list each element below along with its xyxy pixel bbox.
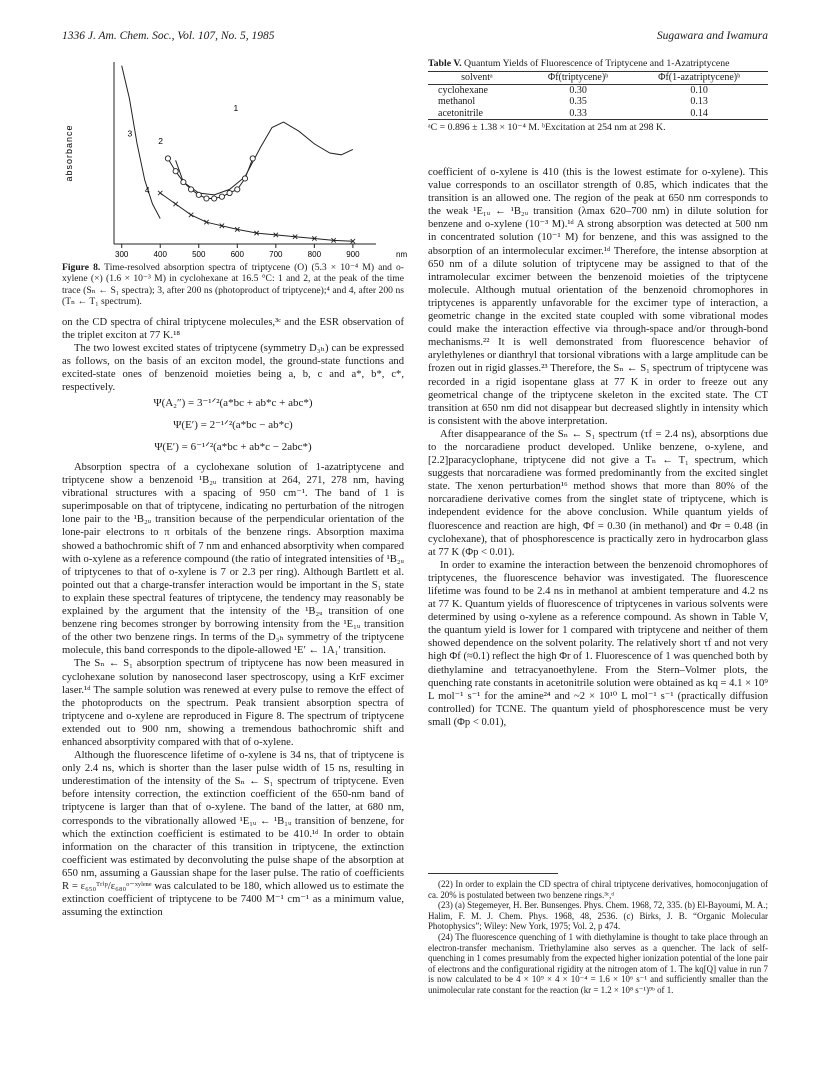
- table-cell: 0.35: [569, 96, 587, 108]
- table-v: [428, 58, 768, 134]
- table-header: Φf(triptycene)ᵇ: [526, 72, 631, 84]
- y-axis-label: absorbance: [64, 124, 74, 182]
- table-title-label: Table V.: [428, 58, 462, 69]
- data-point-circle: [188, 187, 193, 192]
- right-column: [428, 166, 768, 729]
- paragraph: Although the fluorescence lifetime of o-xylene is 34 ns, that of triptycene is only 2.4 ns, which is shorter than the laser pulse width of 15 ns, resulting in underestimation of the intensity of the Sₙ ← S₁ spectrum of triptycene. Even before intensity correction, the extinction coefficient of the 650-nm band of triptycene is larger than that of o-xylene. The band of the latter, at 680 nm, corresponds to the vibrationally allowed ¹E₁ᵤ ← ¹B₁ᵤ transition of benzene, for which the extinction coefficient is estimated to be 410.¹ᵈ In order to obtain information on the character of this transition in triptycene, the extinction coefficient was estimated by deconvoluting the pulse shape of the absorption at 650 nm, assuming a Gaussian shape for the laser pulse. The ratio of coefficients R = ε₆₅₀ᵀʳⁱᵖ/ε₆₈₀ᵒ⁻ˣʸˡᵉⁿᵉ was calculated to be 180, which allowed us to estimate the extinction coefficient of triptycene to be 7400 M⁻¹ cm⁻¹ as a minimum value, assuming the extinction: [62, 750, 404, 919]
- paragraph: Absorption spectra of a cyclohexane solution of 1-azatriptycene and triptycene show a benzenoid ¹B₂ᵤ transition at 264, 271, 278 nm, having vibrational structures with a spacing of 950 cm⁻¹. The band of 1 is superimposable on that of triptycene, indicating no perturbation of the nitrogen lone pair to the ¹B₂ᵤ transition because of the perpendicular orientation of the lone-pair electrons to π orbitals of the benzene rings. Absorption maxima showed a bathochromic shift of 7 nm and enhanced absorptivity when compared with o-xylene as a reference compound (the ratio of integrated intensities of ¹B₂ᵤ of triptycenes to that of o-xylene is 7 or 2.3 per ring). Although Bartlett et al. pointed out that a charge-transfer interaction would be important in the S₁ state to explain these spectral features of triptycene, the tendency may reasonably be explained by the argument that the intensity of the ¹B₂ᵤ transition of one benzene ring becomes stronger by borrowing intensity from the ¹E₁ᵤ transition of the other two benzene rings. In terms of the D₃ₕ symmetry of the triptycene molecule, this band corresponds to the dipole-allowed ¹E′ ← 1A₁′ transition.: [62, 462, 404, 657]
- curve-label: 2: [158, 135, 164, 146]
- table-row: [428, 96, 768, 108]
- table-cell: acetonitrile: [428, 108, 526, 120]
- paragraph: coefficient of o-xylene is 410 (this is the lowest estimate for o-xylene). This value corresponds to an oscillator strength of 0.85, which indicates that the transition is an allowed one. The region of the peak at 650 nm corresponds to the weak ¹E₁ᵤ ← ¹B₂ᵤ transition (λmax 620–700 nm) in dilute solution for benzene and o-xylene (10⁻³ M).¹ᵈ A strong absorption was detected at 500 nm in concentrated solution (10⁻¹ M) for benzene, and this was assigned to the absorption of an intermolecular excimer.¹ᵈ Therefore, the intense absorption at 650 nm of a dilute solution of triptycene may be assigned to that of the intramolecular excimer between the benzenoid moieties of the triptycene molecule. Although mutual orientation of the benzenoid chromophores in triptycenes is apparently unfavorable for the excimer type of interaction, a geometric change in the excited state coupled with some vibrational modes could make the interaction effective via through-space and/or through-bond mechanisms.²² It is well demonstrated from fluorescence behavior of arylethylenes or dianthryl that torsional vibrations with a large amplitude can be frozen out in rigid glasses.²³ Therefore, the Sₙ ← S₁ spectrum of triptycene was recorded in a rigid isopentane glass at 77 K in order to freeze out any geometrical change of the triptycene skeleton in the excited state. The CT transition at 650 nm did not disappear but decreased slightly in intensity which is consistent with the above interpretation.: [428, 167, 768, 427]
- paragraph: After disappearance of the Sₙ ← S₁ spectrum (τf = 2.4 ns), absorptions due to the norcaradiene product developed. Unlike benzene, o-xylene, and [2.2]paracyclophane, triptycene did not give a Tₙ ← T₁ spectrum, which suggests that norcaradiene was formed predominantly from the excited singlet state. The xenon perturbation¹⁶ method shows that more than 80% of the norcaradiene derivative comes from the singlet state of triptycene, which is independent evidence for the above conclusion. While quantum yields of fluorescence and reaction are high, Φf = 0.30 (in methanol) and Φr = 0.48 (in cyclohexane), that of phosphorescence is practically zero in hydrocarbon glass at 77 K (Φp < 0.01).: [428, 428, 768, 558]
- paragraph: The two lowest excited states of triptycene (symmetry D₃ₕ) can be expressed as follows, on the basis of an exciton model, the ground-state functions and excited-state ones of benzenoid moieties being a, b, c and a*, b*, c*, respectively.: [62, 343, 404, 394]
- reference-22: (22) In order to explain the CD spectra of chiral triptycene derivatives, homoconjugation of ca. 20% is postulated between two benzene rings.³ᶜ,ᵈ: [428, 879, 768, 900]
- table-cell: cyclohexane: [438, 84, 488, 96]
- footnote-rule: [428, 873, 558, 874]
- data-point-circle: [227, 190, 232, 195]
- references: [428, 873, 768, 996]
- equation: Ψ(E′) = 6⁻¹ᐟ²(a*bc + ab*c − 2abc*): [154, 441, 312, 453]
- absorption-spectra-chart: [58, 54, 408, 259]
- table-cell: 0.13: [690, 96, 708, 108]
- table-cell: 0.10: [690, 84, 708, 96]
- data-point-circle: [165, 156, 170, 161]
- data-point-circle: [204, 196, 209, 201]
- table-cell: methanol: [438, 96, 476, 108]
- equations: [62, 392, 404, 458]
- curve-label: 1: [233, 103, 239, 114]
- table-cell: 0.33: [526, 108, 631, 120]
- x-tick-label: 600: [230, 250, 244, 259]
- x-tick-label: 800: [307, 250, 322, 259]
- equation: Ψ(A₂″) = 3⁻¹ᐟ²(a*bc + ab*c + abc*): [153, 397, 313, 409]
- x-tick-label: 300: [115, 250, 129, 259]
- running-header-right: Sugawara and Iwamura: [656, 30, 768, 42]
- table-header: solventᵃ: [428, 72, 526, 84]
- reference-24: (24) The fluorescence quenching of 1 with diethylamine is thought to take place through an electron-transfer mechanism. Triethylamine also serves as a quencher. The lack of self-quenching in 1 comes presumably from the expected higher ionization potential of the lone pair of electrons and the configurational rigidity at the nitrogen atom of 1. The kq[Q] value in run 7 is now calculated to be 4 × 10⁹ × 4 × 10⁻⁴ = 1.6 × 10⁶ s⁻¹ and sufficiently smaller than the unimolecular rate constant for the reaction (kr = 1.2 × 10⁸ s⁻¹)⁹ᵇ of 1.: [428, 931, 768, 995]
- series-1-line: [176, 122, 353, 195]
- data-point-circle: [173, 169, 178, 174]
- paragraph: on the CD spectra of chiral triptycene molecules,³ᶜ and the ESR observation of the triplet exciton at 77 K.¹⁸: [62, 317, 404, 342]
- left-column-top: [62, 316, 404, 395]
- table-row: [428, 108, 768, 120]
- table-row: [428, 84, 768, 96]
- equation: Ψ(E′) = 2⁻¹ᐟ²(a*bc − ab*c): [173, 419, 293, 431]
- data-point-circle: [219, 194, 224, 199]
- table-cell: 0.14: [630, 108, 768, 120]
- x-axis-label: nm: [396, 250, 408, 259]
- table-header: Φf(1-azatriptycene)ᵇ: [630, 72, 768, 84]
- x-tick-label: 900: [346, 250, 360, 259]
- table-cell: 0.30: [569, 84, 587, 96]
- x-tick-label: 400: [153, 250, 167, 259]
- data-point-circle: [181, 180, 186, 185]
- data-point-circle: [242, 176, 247, 181]
- left-column-bottom: [62, 461, 404, 919]
- series-3-line: [122, 66, 164, 219]
- running-header-left: 1336 J. Am. Chem. Soc., Vol. 107, No. 5, 1985: [62, 30, 275, 42]
- data-point-cross: [189, 213, 193, 217]
- table-footnote: ᵃC = 0.896 ± 1.38 × 10⁻⁴ M. ᵇExcitation at 254 nm at 298 K.: [428, 122, 666, 134]
- data-point-circle: [212, 196, 217, 201]
- curve-label: 3: [127, 128, 133, 139]
- table-title-text: Quantum Yields of Fluorescence of Triptycene and 1-Azatriptycene: [464, 58, 730, 69]
- figure-8: [58, 54, 408, 259]
- figure-caption-label: Figure 8.: [62, 262, 101, 273]
- paragraph: In order to examine the interaction between the benzenoid chromophores of triptycenes, the fluorescence behavior was investigated. The fluorescence lifetime was found to be 2.4 ns in methanol at ambient temperature and 4.2 ns at 77 K. Quantum yields of fluorescence of triptycenes in various solvents were determined by using o-xylene as a reference compound. As shown in Table V, the quantum yield is lower for 1 compared with triptycene and neither of them showed dependence on the solvent polarity. The relatively short τf and not very high Φf (≈0.1) reflect the high Φr of 1. Fluorescence of 1 was quenched both by diethylamine and tetracyanoethylene. From the Stern–Volmer plots, the quenching rate constants in acetonitrile solution were obtained as kq = 4.1 × 10⁹ L mol⁻¹ s⁻¹ for the amine²⁴ and ~2 × 10¹⁰ L mol⁻¹ s⁻¹ (practically diffusion controlled) for TCNE. The quantum yield of phosphorescence must be very small (Φp < 0.01),: [428, 559, 768, 728]
- figure-caption-text: Time-resolved absorption spectra of triptycene (O) (5.3 × 10⁻⁴ M) and o-xylene (×) (1.6 × 10⁻³ M) in cyclohexane at 16.5 °C: 1 and 2, at the peak of the time trace (Sₙ ← S₁ spectra); 3, after 200 ns (photoproduct of triptycene);⁴ and 4, after 200 ns (Tₙ ← T₁ spectrum).: [62, 262, 404, 308]
- data-point-circle: [196, 192, 201, 197]
- paragraph: The Sₙ ← S₁ absorption spectrum of triptycene has now been measured in cyclohexane solution by nanosecond laser spectroscopy, using a KrF excimer laser.¹ᵈ The sample solution was renewed at every pulse to remove the effect of the photoproducts on the spectrum. Peak transient absorption spectra of triptycene and o-xylene are reproduced in Figure 8. The spectrum of triptycene extended out to 900 nm, showing a tremendous bathochromic shift and enhanced absorptivity compared with that of o-xylene.: [62, 658, 404, 748]
- figure-caption: [62, 262, 404, 308]
- x-tick-label: 700: [269, 250, 283, 259]
- x-tick-label: 500: [192, 250, 206, 259]
- quantum-yield-table: [428, 72, 768, 120]
- table-title: [428, 58, 768, 69]
- curve-label: 4: [144, 185, 150, 196]
- data-point-circle: [235, 187, 240, 192]
- reference-23: (23) (a) Stegemeyer, H. Ber. Bunsenges. Phys. Chem. 1968, 72, 335. (b) El-Bayoumi, M. A.; Halim, F. M. J. Chem. Phys. 1968, 48, 2536. (c) Birks, J. B. “Organic Molecular Photophysics”; Wiley: New York, 1975; Vol. 2, p 474.: [428, 900, 768, 932]
- data-point-cross: [158, 191, 162, 195]
- series-2-line: [168, 159, 253, 199]
- data-point-circle: [250, 156, 255, 161]
- data-point-cross: [173, 202, 177, 206]
